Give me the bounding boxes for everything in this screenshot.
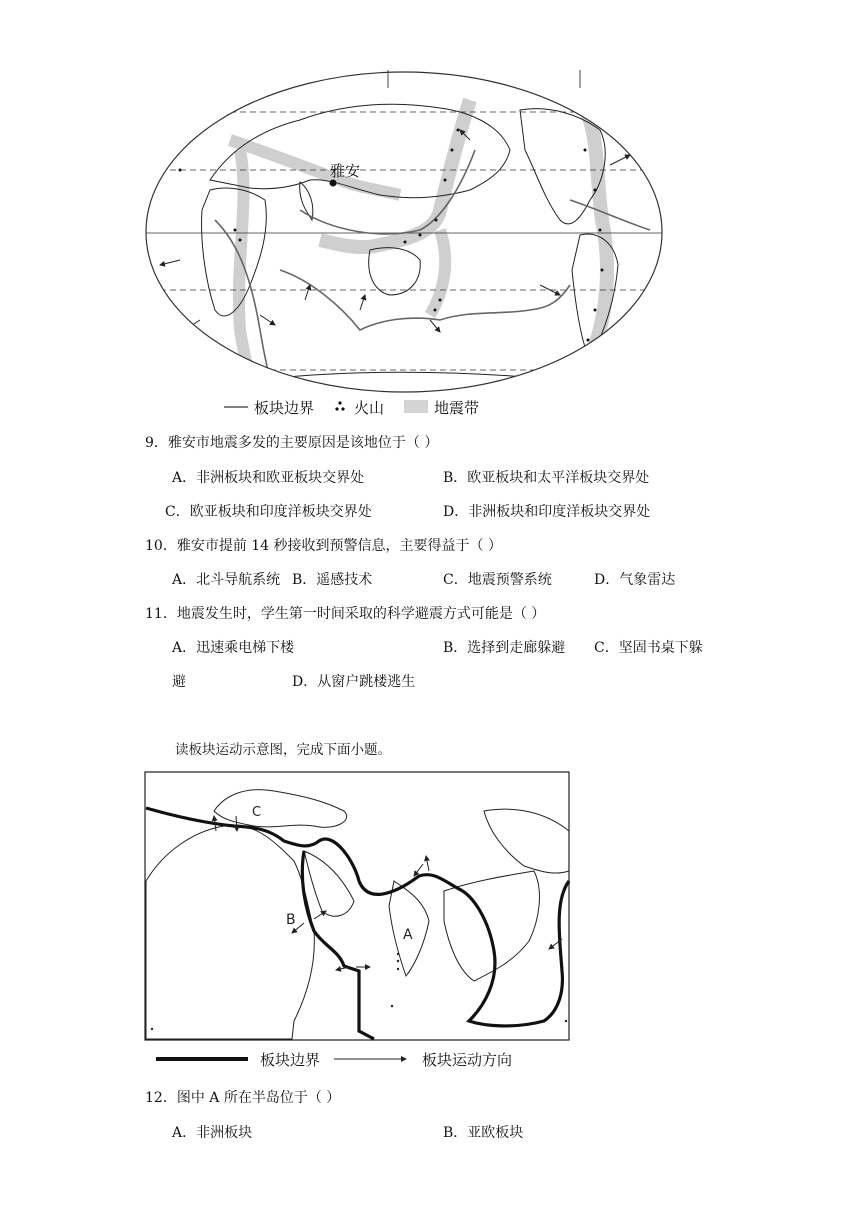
plate-boundaries [146,808,569,1039]
question-12-stem: 12．图中 A 所在半岛位于（ ） [145,1090,341,1106]
seismic-belt-alpide [230,140,400,195]
coast-antarctica [200,372,610,390]
question-10-option-a[interactable]: A．北斗导航系统 [172,572,281,588]
question-9-option-d[interactable]: D．非洲板块和印度洋板块交界处 [443,504,651,520]
question-11-option-b[interactable]: B．选择到走廊躲避 [443,640,566,656]
question-11-option-a[interactable]: A．迅速乘电梯下楼 [172,640,295,656]
question-10-option-d[interactable]: D．气象雷达 [594,572,676,588]
question-10-stem: 10．雅安市提前 14 秒接收到预警信息，主要得益于（ ） [145,538,502,554]
label-b: B [286,912,296,928]
world-plate-map [140,70,668,420]
plate-motion-map [144,771,576,1073]
question-12-option-a[interactable]: A．非洲板块 [172,1125,253,1141]
coast-australia [369,248,421,295]
legend-quake-label: 地震带 [434,399,480,417]
legend-direction-label: 板块运动方向 [422,1051,513,1069]
question-9-option-a[interactable]: A．非洲板块和欧亚板块交界处 [172,470,365,486]
legend-boundary-label: 板块边界 [254,399,315,417]
label-a: A [403,927,413,943]
question-9-option-c[interactable]: C．欧亚板块和印度洋板块交界处 [165,504,372,520]
plate-boundary [280,270,440,330]
question-10-option-b[interactable]: B．遥感技术 [292,572,373,588]
section-intro: 读板块运动示意图，完成下面小题。 [175,742,391,758]
question-12-option-b[interactable]: B．亚欧板块 [443,1125,524,1141]
question-11-option-c-continued: 避 [172,674,186,690]
yaan-city-label: 雅安 [330,162,361,180]
seismic-belt-pacific-east [430,230,445,315]
coast-europe [214,790,347,828]
label-c: C [252,805,262,820]
question-11-stem: 11．地震发生时，学生第一时间采取的科学避震方式可能是（ ） [145,606,546,622]
question-11-option-c[interactable]: C．坚固书桌下躲 [594,640,703,656]
legend-boundary-label: 板块边界 [260,1051,321,1069]
question-9-option-b[interactable]: B．欧亚板块和太平洋板块交界处 [443,470,650,486]
question-9-stem: 9．雅安市地震多发的主要原因是该地位于（ ） [145,435,439,451]
legend-quake-swatch [404,400,428,413]
legend-volcano-label: 火山 [354,399,385,417]
question-10-option-c[interactable]: C．地震预警系统 [443,572,552,588]
coast-africa [146,825,314,1039]
coast-east-asia [484,809,569,873]
legend-volcano-icon [335,401,344,410]
question-11-option-d[interactable]: D．从窗户跳楼逃生 [292,674,416,690]
plate-motion-arrows [160,130,630,332]
coast-arabia [304,851,354,916]
yaan-city-marker [330,180,337,187]
